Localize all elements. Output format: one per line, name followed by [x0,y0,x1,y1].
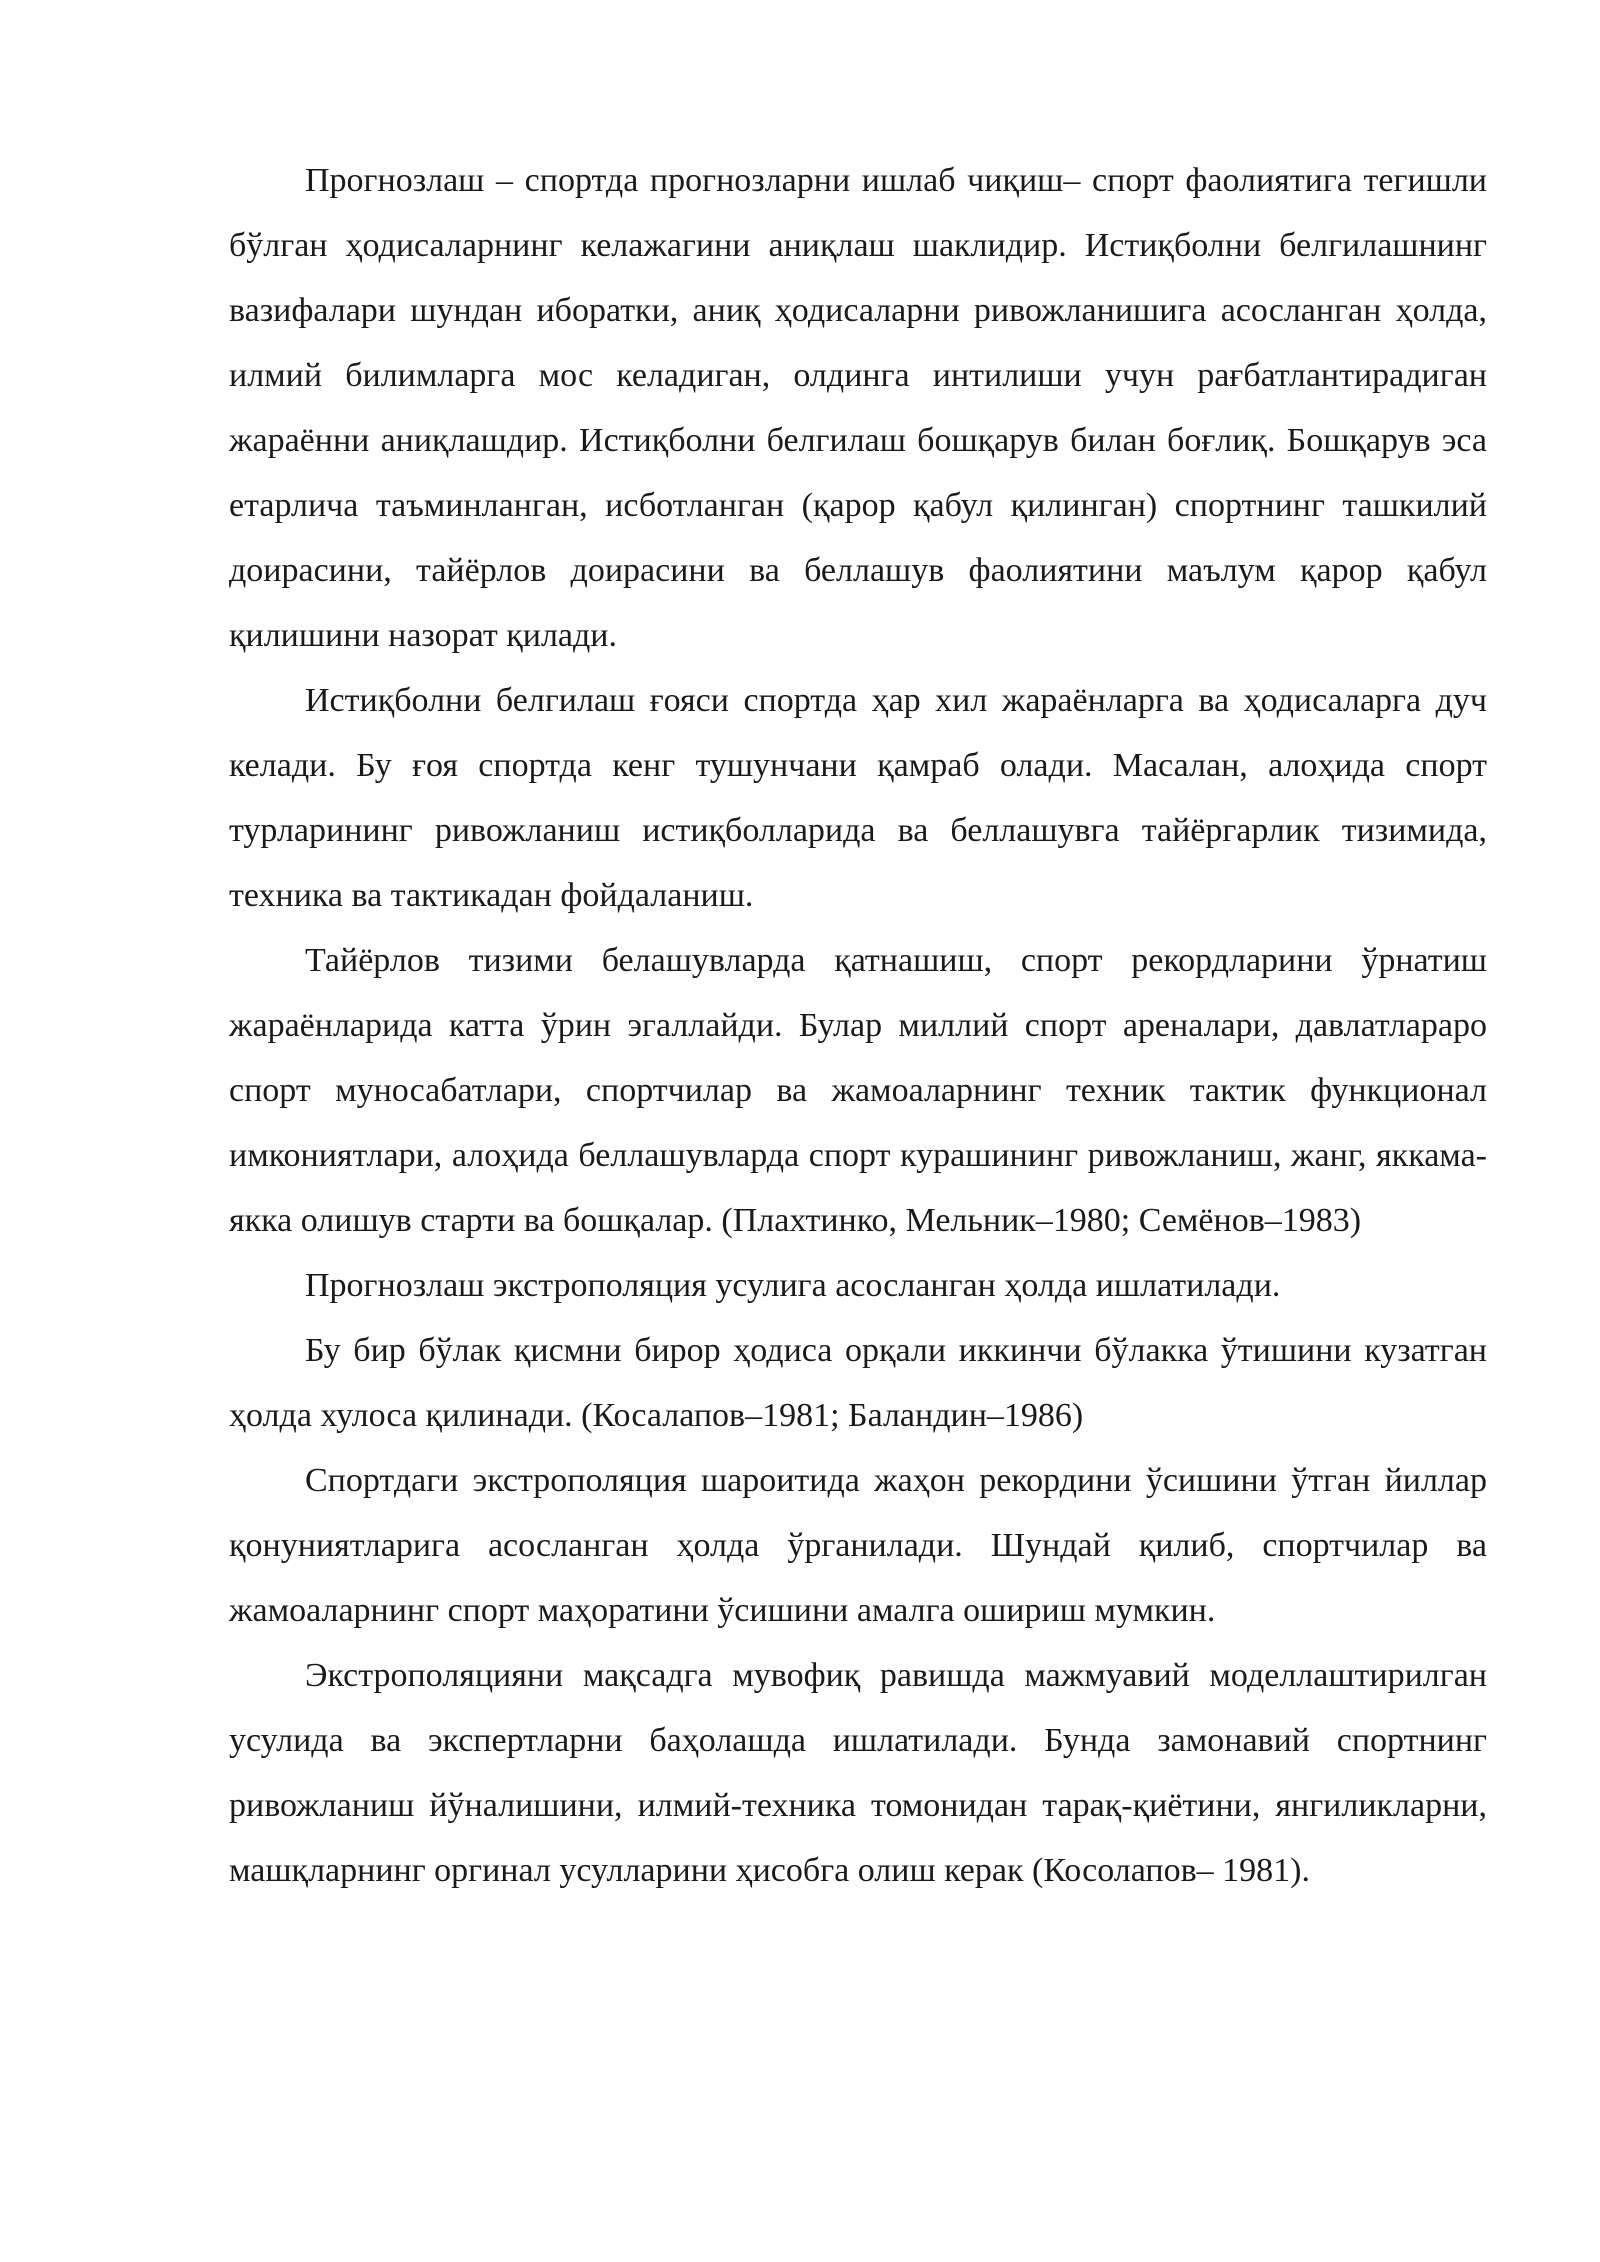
paragraph-forecasting-definition: Прогнозлаш – спортда прогнозларни ишлаб чиқиш– спорт фаолиятига тегишли бўлган ҳодисаларнинг келажагини аниқлаш шаклидир. Истиқболни белгилашнинг вазифалари шундан иборатки, аниқ ҳодисаларни ривожланишига асосланган ҳолда, илмий билимларга мос келадиган, олдинга интилиши учун рағбатлантирадиган жараённи аниқлашдир. Истиқболни белгилаш бошқарув билан боғлиқ. Бошқарув эса етарлича таъминланган, исботланган (қарор қабул қилинган) спортнинг ташкилий доирасини, тайёрлов доирасини ва беллашув фаолиятини маълум қарор қабул қилишини назорат қилади. [229,162,1487,654]
document-body [229,148,1487,1903]
paragraph-forecasting-idea: Истиқболни белгилаш ғояси спортда ҳар хил жараёнларга ва ҳодисаларга дуч келади. Бу ғоя спортда кенг тушунчани қамраб олади. Масалан, алоҳида спорт турларининг ривожланиш истиқболларида ва беллашувга тайёргарлик тизимида, техника ва тактикадан фойдаланиш. [229,682,1487,914]
paragraph-conclusion-method: Бу бир бўлак қисмни бирор ҳодиса орқали иккинчи бўлакка ўтишини кузатган ҳолда хулоса қилинади. (Косалапов–1981; Баландин–1986) [229,1332,1487,1434]
paragraph-sport-extrapolation: Спортдаги экстрополяция шароитида жаҳон рекордини ўсишини ўтган йиллар қонуниятларига асосланган ҳолда ўрганилади. Шундай қилиб, спортчилар ва жамоаларнинг спорт маҳоратини ўсишини амалга ошириш мумкин. [229,1462,1487,1629]
paragraph-expert-evaluation: Экстрополяцияни мақсадга мувофиқ равишда мажмуавий моделлаштирилган усулида ва экспертларни баҳолашда ишлатилади. Бунда замонавий спортнинг ривожланиш йўналишини, илмий-техника томонидан тарақ-қиётини, янгиликларни, машқларнинг оргинал усулларини ҳисобга олиш керак (Косолапов– 1981). [229,1657,1487,1889]
paragraph-extrapolation-method: Прогнозлаш экстрополяция усулига асосланган ҳолда ишлатилади. [305,1267,1281,1304]
paragraph-training-system: Тайёрлов тизими белашувларда қатнашиш, спорт рекордларини ўрнатиш жараёнларида катта ўрин эгаллайди. Булар миллий спорт ареналари, давлатлараро спорт муносабатлари, спортчилар ва жамоаларнинг техник тактик функционал имкониятлари, алоҳида беллашувларда спорт курашининг ривожланиш, жанг, яккама-якка олишув старти ва бошқалар. (Плахтинко, Мельник–1980; Семёнов–1983) [229,942,1487,1239]
